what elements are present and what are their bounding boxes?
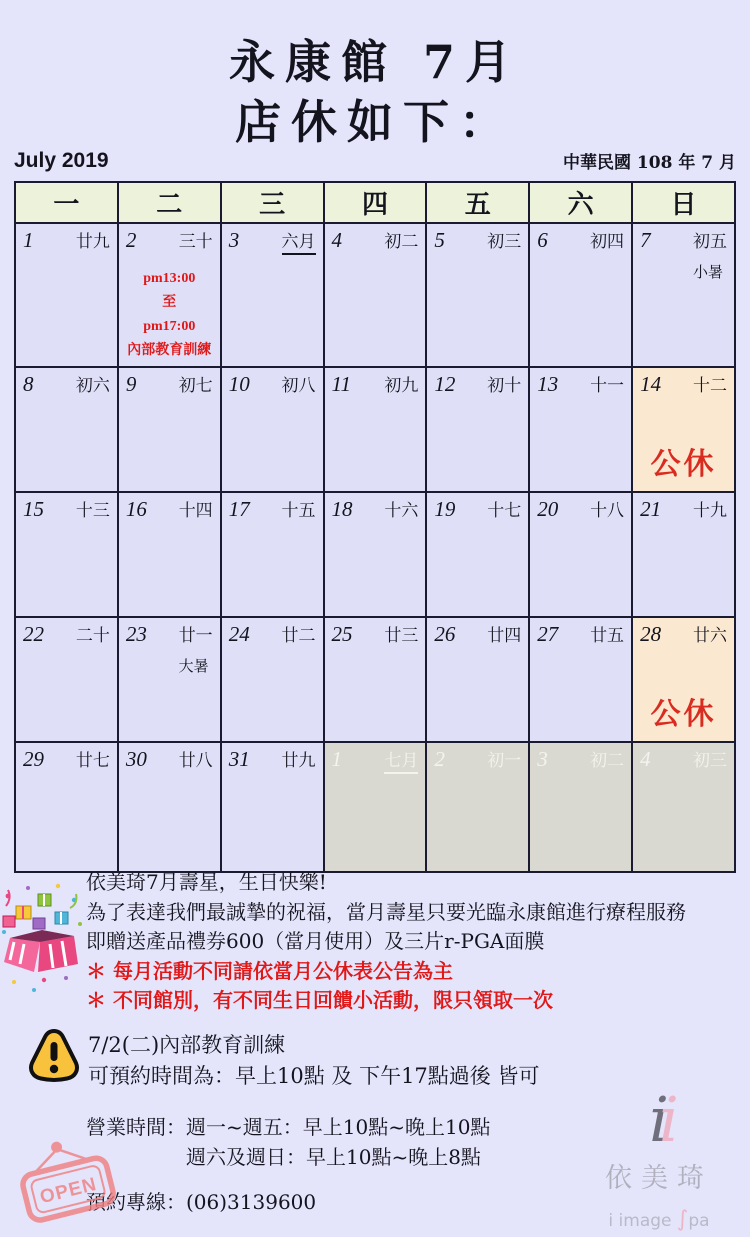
training-line2: 可預約時間為：早上10點 及 下午17點過後 皆可	[88, 1064, 540, 1088]
day-cell-14	[632, 367, 735, 492]
day-number: 13	[537, 372, 559, 396]
day-number: 18	[331, 497, 353, 521]
lunar-date: 廿七	[75, 751, 110, 771]
day-number: 11	[331, 372, 351, 396]
weekday-header: 三	[221, 182, 324, 223]
day-cell-25	[324, 617, 427, 742]
weekday-header: 日	[632, 182, 735, 223]
day-number: 24	[228, 622, 250, 646]
day-number: 26	[434, 622, 456, 646]
day-number: 3	[537, 747, 548, 771]
lunar-date: 十八	[590, 501, 625, 521]
day-cell-12	[426, 367, 529, 492]
day-cell-4-next-month	[632, 742, 735, 872]
day-cell-28	[632, 617, 735, 742]
calendar-table	[14, 181, 736, 873]
day-number: 6	[537, 228, 548, 252]
hours-line1: 營業時間：週一~週五：早上10點~晚上10點	[86, 1115, 491, 1139]
weekday-header: 五	[426, 182, 529, 223]
day-cell-1-next-month	[324, 742, 427, 872]
day-number: 20	[537, 497, 559, 521]
day-number: 2	[125, 228, 137, 252]
note-line: 即贈送產品禮券600（當月使用）及三片r-PGA面膜	[86, 929, 545, 953]
business-hours	[86, 1112, 490, 1172]
day-cell-7	[632, 223, 735, 367]
day-cell-15	[15, 492, 118, 617]
training-notice	[88, 1030, 539, 1092]
day-cell-4	[324, 223, 427, 367]
day-cell-17	[221, 492, 324, 617]
solar-term-label: 大暑	[178, 657, 209, 675]
svg-text:OPEN: OPEN	[37, 1173, 100, 1209]
day-number: 10	[228, 372, 250, 396]
note-red-line: ＊ 不同館別，有不同生日回饋小活動，限只領取一次	[86, 988, 553, 1012]
day-number: 28	[640, 622, 662, 646]
day-cell-9	[118, 367, 221, 492]
day-cell-30	[118, 742, 221, 872]
lunar-date: 廿三	[384, 626, 419, 646]
lunar-date: 十二	[693, 376, 727, 396]
weekday-header: 四	[324, 182, 427, 223]
lunar-date: 初九	[384, 376, 419, 396]
day-cell-3-next-month	[529, 742, 632, 872]
lunar-date: 初五	[693, 232, 727, 252]
note-line: 依美琦7月壽星，生日快樂!	[86, 870, 327, 894]
day-cell-31	[221, 742, 324, 872]
subheader	[14, 148, 736, 173]
day-cell-8	[15, 367, 118, 492]
title-line1: 永康館 7月	[228, 35, 522, 89]
lunar-date: 六月	[282, 227, 316, 255]
day-number: 7	[640, 228, 651, 252]
day-cell-2-next-month	[426, 742, 529, 872]
warning-icon	[28, 1026, 80, 1084]
weekday-header: 二	[118, 182, 221, 223]
day-cell-23	[118, 617, 221, 742]
day-number: 4	[331, 228, 343, 252]
lunar-date: 廿九	[281, 751, 316, 771]
day-number: 14	[640, 372, 662, 396]
day-cell-1	[15, 223, 118, 367]
lunar-date: 初三	[693, 751, 727, 771]
lunar-date: 二十	[75, 626, 110, 646]
solar-term-label: 小暑	[692, 263, 723, 281]
lunar-date: 廿八	[178, 751, 213, 771]
lunar-date: 廿一	[178, 626, 213, 646]
day-number: 16	[125, 497, 147, 521]
day-cell-10	[221, 367, 324, 492]
day-cell-18	[324, 492, 427, 617]
lunar-date: 廿四	[487, 626, 522, 646]
day-cell-2	[118, 223, 221, 367]
day-cell-11	[324, 367, 427, 492]
day-cell-27	[529, 617, 632, 742]
lunar-date: 十七	[487, 501, 522, 521]
day-number: 2	[434, 747, 445, 771]
logo-english-name: i image ∫pa	[608, 1207, 710, 1232]
lunar-date: 初十	[487, 376, 522, 396]
lunar-date: 初六	[75, 376, 110, 396]
day-number: 5	[434, 228, 445, 252]
day-cell-13	[529, 367, 632, 492]
day-number: 25	[331, 622, 353, 646]
lunar-date: 十五	[281, 501, 316, 521]
day-number: 1	[23, 228, 34, 252]
day-number: 8	[23, 372, 34, 396]
training-cell-note: pm13:00 至 pm17:00 內部教育訓練	[127, 271, 212, 358]
day-number: 30	[125, 747, 147, 771]
weekday-header: 六	[529, 182, 632, 223]
lunar-date: 十六	[384, 501, 419, 521]
birthday-notes	[86, 868, 736, 1016]
lunar-date: 初八	[281, 376, 316, 396]
gift-box-icon	[0, 880, 86, 998]
gregorian-month-label: July 2019	[14, 149, 109, 172]
lunar-date: 廿二	[281, 626, 316, 646]
day-number: 15	[23, 497, 44, 521]
closed-day-label: 公休	[650, 447, 717, 482]
booking-phone: 預約專線：(06)3139600	[86, 1190, 317, 1214]
day-number: 12	[434, 372, 456, 396]
lunar-date: 初一	[487, 751, 522, 771]
day-cell-19	[426, 492, 529, 617]
lunar-date: 初三	[487, 232, 522, 252]
day-cell-6	[529, 223, 632, 367]
day-cell-16	[118, 492, 221, 617]
lunar-date: 十九	[693, 501, 727, 521]
day-number: 31	[228, 747, 250, 771]
open-sign-icon	[4, 1130, 129, 1237]
lunar-date: 七月	[384, 746, 418, 774]
day-cell-5	[426, 223, 529, 367]
lunar-date: 十三	[75, 501, 110, 521]
day-number: 17	[228, 497, 250, 521]
day-number: 29	[23, 747, 44, 771]
lunar-date: 廿六	[693, 626, 727, 646]
day-number: 4	[640, 747, 651, 771]
day-cell-26	[426, 617, 529, 742]
closed-day-label: 公休	[650, 697, 717, 732]
day-cell-21	[632, 492, 735, 617]
day-number: 23	[125, 622, 147, 646]
weekday-header: 一	[15, 182, 118, 223]
day-number: 9	[125, 372, 137, 396]
lunar-date: 三十	[178, 232, 213, 252]
day-number: 27	[537, 622, 559, 646]
roc-month-label: 中華民國 108 年 7 月	[563, 153, 736, 173]
training-line1: 7/2(二)內部教育訓練	[88, 1033, 286, 1057]
lunar-date: 十一	[590, 376, 625, 396]
note-red-line: ＊ 每月活動不同請依當月公休表公告為主	[86, 958, 453, 983]
page-title	[0, 32, 750, 152]
note-line: 為了表達我們最誠摯的祝福，當月壽星只要光臨永康館進行療程服務	[86, 899, 686, 924]
lunar-date: 初四	[590, 232, 625, 252]
day-cell-20	[529, 492, 632, 617]
day-number: 21	[640, 497, 662, 521]
lunar-date: 十四	[178, 501, 213, 521]
lunar-date: 初二	[384, 232, 419, 252]
lunar-date: 廿九	[75, 232, 110, 252]
hours-line2: 週六及週日：早上10點~晚上8點	[186, 1145, 481, 1169]
day-cell-3	[221, 223, 324, 367]
day-number: 1	[331, 747, 343, 771]
day-number: 22	[23, 622, 44, 646]
lunar-date: 初二	[590, 751, 625, 771]
lunar-date: 初七	[178, 376, 213, 396]
i-image-spa-logo	[584, 1083, 734, 1232]
day-number: 19	[434, 497, 456, 521]
logo-script-ii: ii	[649, 1083, 669, 1156]
logo-cjk-name: 依美琦	[605, 1163, 713, 1194]
day-cell-24	[221, 617, 324, 742]
title-line2: 店休如下：	[235, 95, 515, 149]
lunar-date: 廿五	[590, 626, 625, 646]
day-number: 3	[228, 228, 240, 252]
day-cell-29	[15, 742, 118, 872]
day-cell-22	[15, 617, 118, 742]
